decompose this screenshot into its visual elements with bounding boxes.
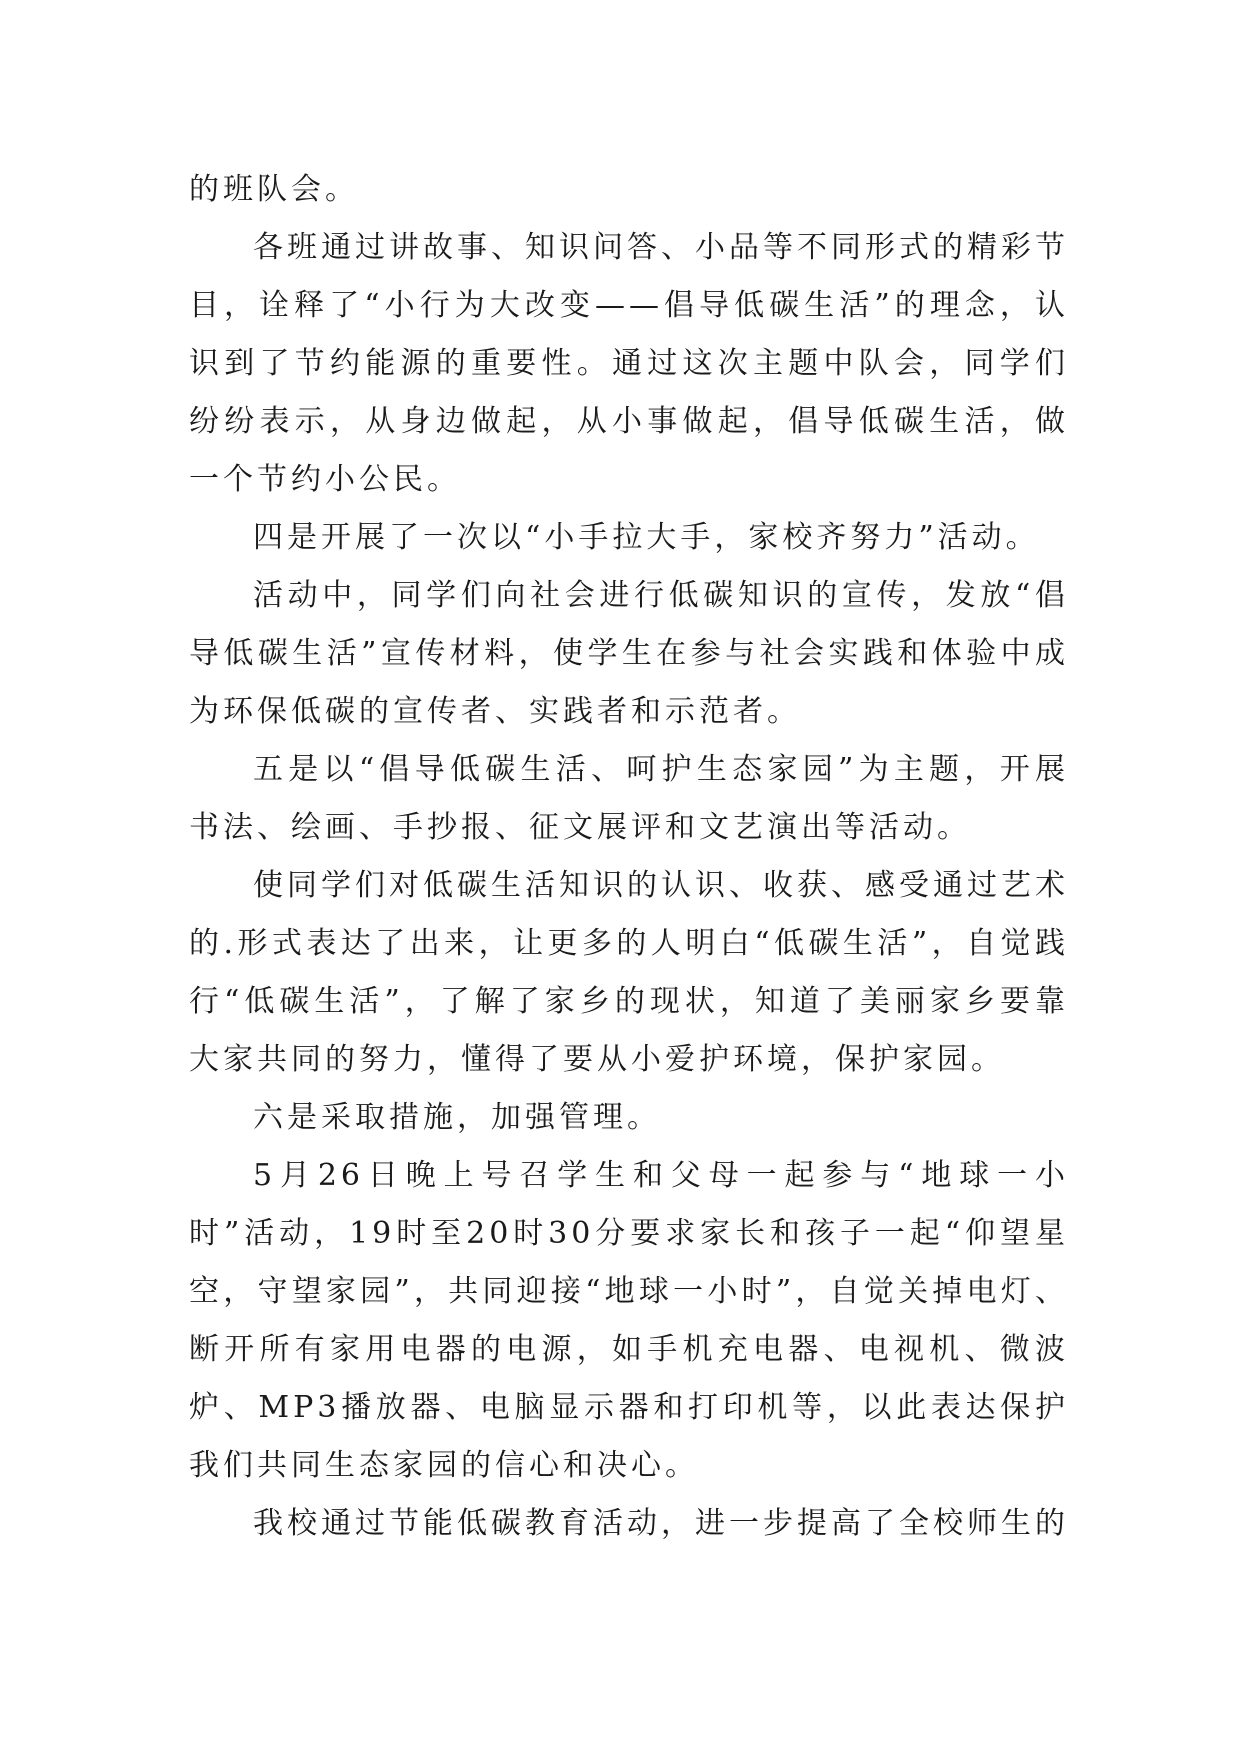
paragraph: 使同学们对低碳生活知识的认识、收获、感受通过艺术的.形式表达了出来，让更多的人明白“低碳生活”，自觉践行“低碳生活”，了解了家乡的现状，知道了美丽家乡要靠大家共同的努力，懂得了要从小爱护环境，保护家园。 bbox=[189, 868, 1069, 1077]
paragraph: 我校通过节能低碳教育活动，进一步提高了全校师生的 bbox=[253, 1506, 1069, 1541]
paragraph: 六是采取措施，加强管理。 bbox=[253, 1100, 661, 1135]
paragraph: 四是开展了一次以“小手拉大手，家校齐努力”活动。 bbox=[253, 520, 1040, 555]
document-body bbox=[189, 161, 1069, 1553]
paragraph: 5月26日晚上号召学生和父母一起参与“地球一小时”活动，19时至20时30分要求家长和孩子一起“仰望星空，守望家园”，共同迎接“地球一小时”，自觉关掉电灯、断开所有家用电器的电源，如手机充电器、电视机、微波炉、MP3播放器、电脑显示器和打印机等，以此表达保护我们共同生态家园的信心和决心。 bbox=[189, 1158, 1069, 1483]
paragraph: 的班队会。 bbox=[189, 172, 359, 207]
paragraph: 五是以“倡导低碳生活、呵护生态家园”为主题，开展书法、绘画、手抄报、征文展评和文艺演出等活动。 bbox=[189, 752, 1069, 845]
paragraph: 活动中，同学们向社会进行低碳知识的宣传，发放“倡导低碳生活”宣传材料，使学生在参与社会实践和体验中成为环保低碳的宣传者、实践者和示范者。 bbox=[189, 578, 1069, 729]
paragraph: 各班通过讲故事、知识问答、小品等不同形式的精彩节目，诠释了“小行为大改变——倡导低碳生活”的理念，认识到了节约能源的重要性。通过这次主题中队会，同学们纷纷表示，从身边做起，从小事做起，倡导低碳生活，做一个节约小公民。 bbox=[189, 230, 1069, 497]
